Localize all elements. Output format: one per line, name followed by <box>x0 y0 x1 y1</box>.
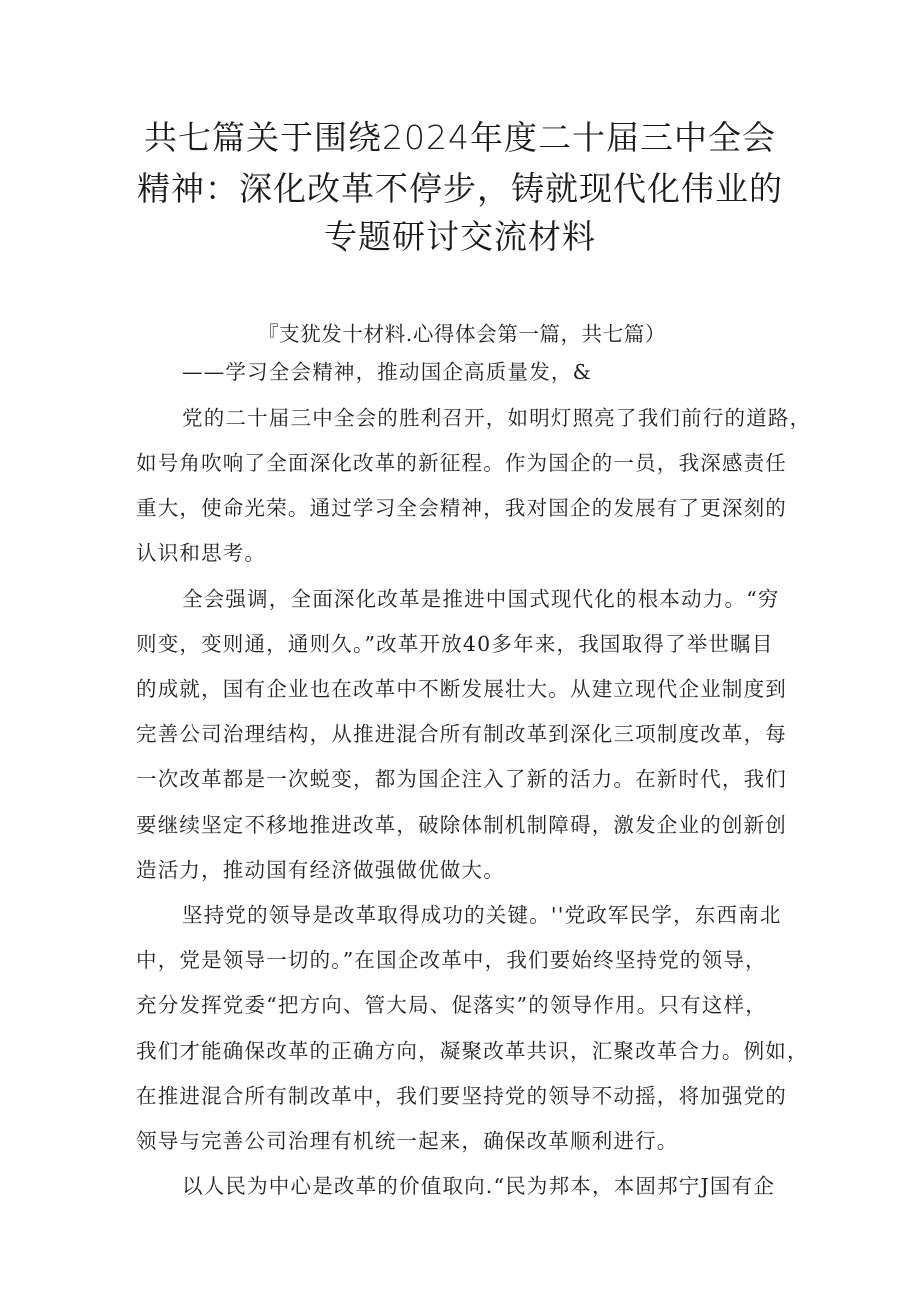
body-line: 坚持党的领导是改革取得成功的关键。''党政军民学，东西南北 <box>182 903 782 927</box>
body-line: 认识和思考。 <box>136 541 267 565</box>
body-line: 在推进混合所有制改革中，我们要坚持党的领导不动摇，将加强党的 <box>136 1084 787 1108</box>
body-line: 要继续坚定不移地推进改革，破除体制机制障碍，激发企业的创新创 <box>136 813 787 837</box>
body-line: 造活力，推动国有经济做强做优做大。 <box>136 858 505 882</box>
document-title-line-3: 专题研讨交流材料 <box>324 217 596 256</box>
body-line: 以人民为中心是改革的价值取向.“民为邦本，本固邦宁J国有企 <box>182 1174 776 1198</box>
body-line: 完善公司治理结构，从推进混合所有制改革到深化三项制度改革，每 <box>136 722 787 746</box>
body-line: 则变，变则通，通则久。”改革开放40多年来，我国取得了举世瞩目 <box>136 632 774 656</box>
body-line: 领导与完善公司治理有机统一起来，确保改革顺利进行。 <box>136 1129 679 1153</box>
body-line: 全会强调，全面深化改革是推进中国式现代化的根本动力。“穷 <box>182 587 780 611</box>
document-dash-line: ——学习全会精神，推动国企高质量发，& <box>182 360 593 384</box>
document-title-line-1: 共七篇关于围绕2024年度二十届三中全会 <box>144 118 776 157</box>
body-line: 我们才能确保改革的正确方向，凝聚改革共识，汇聚改革合力。例如， <box>136 1039 809 1063</box>
body-line: 充分发挥党委“把方向、管大局、促落实”的领导作用。只有这样， <box>136 993 767 1017</box>
body-line: 一次改革都是一次蜕变，都为国企注入了新的活力。在新时代，我们 <box>136 767 787 791</box>
body-line: 的成就，国有企业也在改革中不断发展壮大。从建立现代企业制度到 <box>136 677 787 701</box>
document-title-line-2: 精神：深化改革不停步，铸就现代化伟业的 <box>137 169 783 208</box>
body-line: 重大，使命光荣。通过学习全会精神，我对国企的发展有了更深刻的 <box>136 496 787 520</box>
body-line: 中，党是领导一切的。”在国企改革中，我们要始终坚持党的领导， <box>136 948 767 972</box>
body-line: 如号角吹响了全面深化改革的新征程。作为国企的一员，我深感责任 <box>136 451 787 475</box>
document-subtitle: 『支犹发十材料.心得体会第一篇，共七篇） <box>258 322 667 346</box>
body-line: 党的二十届三中全会的胜利召开，如明灯照亮了我们前行的道路， <box>182 406 812 430</box>
